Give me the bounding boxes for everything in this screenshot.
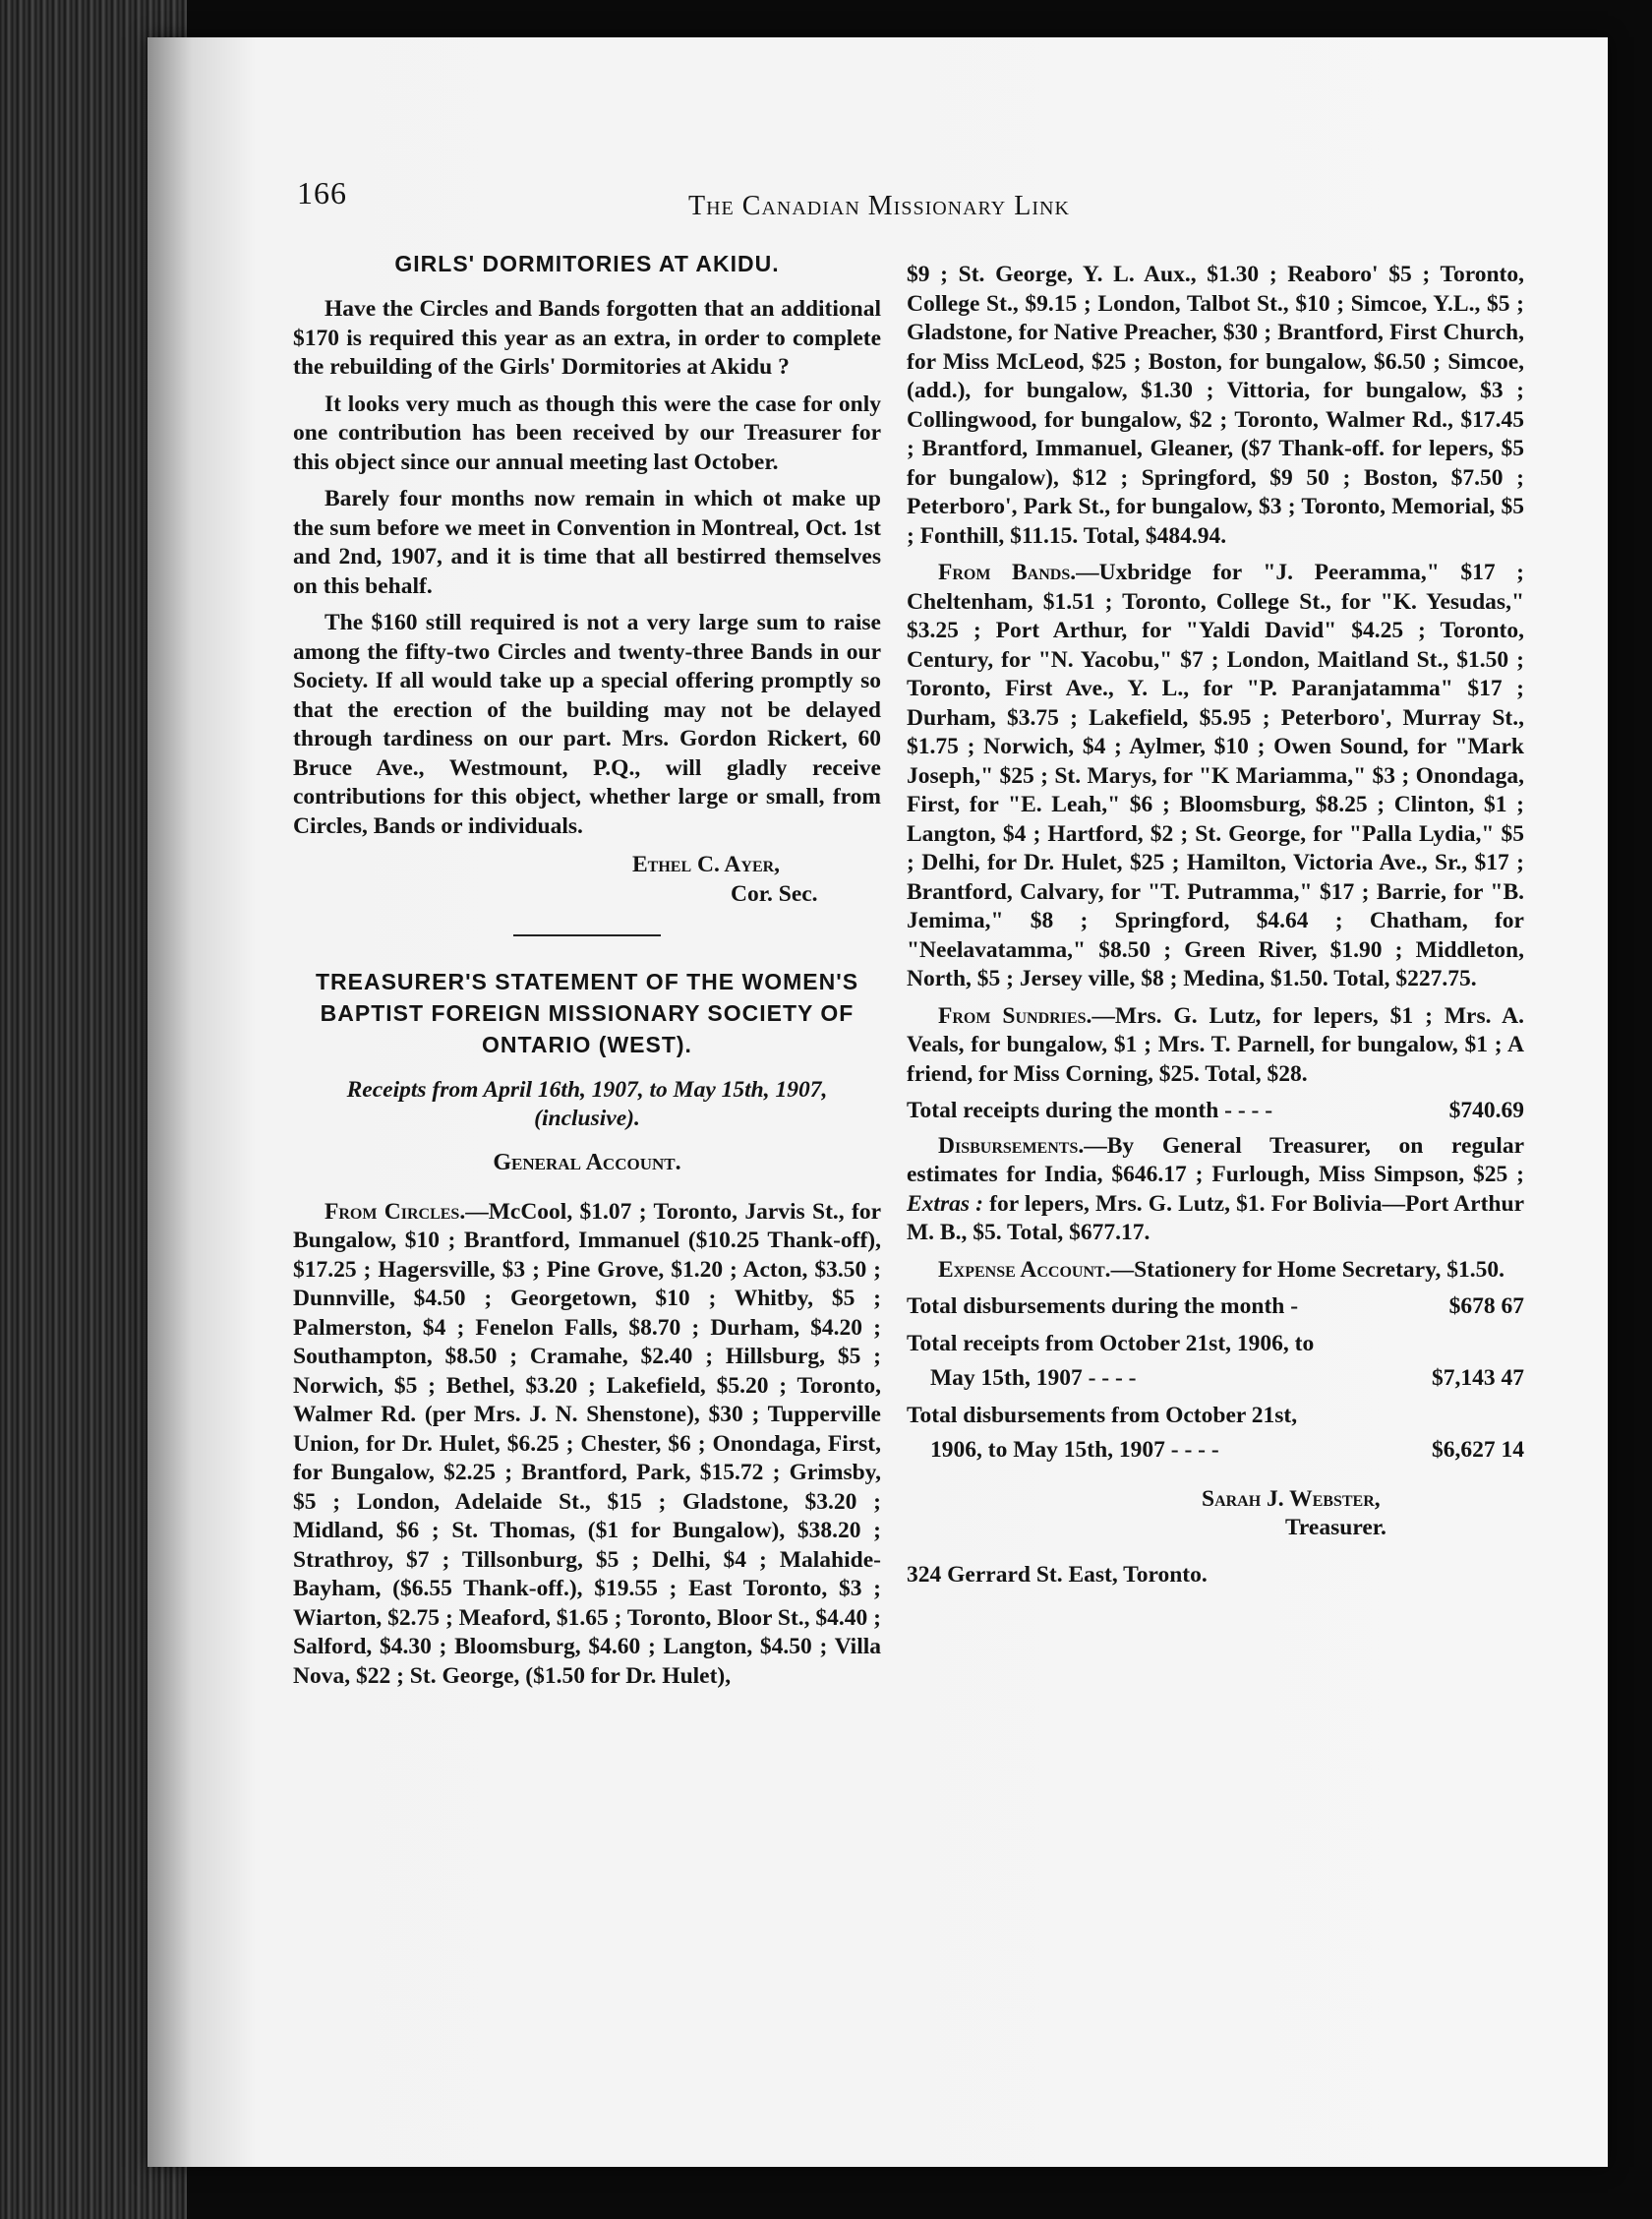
- total-receipts-since-line2: May 15th, 1907 - - - -: [930, 1365, 1137, 1391]
- circles-receipts: [293, 1198, 881, 1692]
- expense-label: Expense Account.: [938, 1256, 1111, 1283]
- signature-title: Cor. Sec.: [731, 880, 818, 907]
- total-receipts-since-value: $7,143 47: [1432, 1365, 1524, 1391]
- expense-account: [907, 1256, 1524, 1286]
- page-number: 166: [297, 175, 347, 210]
- total-disb-month-value: $678 67: [1448, 1293, 1524, 1319]
- circles-text: —McCool, $1.07 ; Toronto, Jarvis St., for Bungalow, $10 ; Brantford, Immanuel ($10.25 Thank-off), $17.25 ; Hagersville, $3 ; Pine Grove, $1.20 ; Acton, $3.50 ; Dunnville, $4.50 ; Georgetown, $10 ; Whitby, $5 ; Palmerston, $4 ; Fenelon Falls, $8.70 ; Durham, $4.20 ; Southampton, $8.50 ; Cramahe, $2.40 ; Hillsburg, $5 ; Norwich, $5 ; Bethel, $3.20 ; Lakefield, $5.20 ; Toronto, Walmer Rd. (per Mrs. J. N. Shenstone), $30 ; Tupperville Union, for Dr. Hulet, $6.25 ; Chester, $6 ; Onondaga, First, for Bungalow, $2.25 ; Brantford, Park, $15.72 ; Grimsby, $5 ; London, Adelaide St., $15 ; Gladstone, $3.20 ; Midland, $6 ; St. Thomas, ($1 for Bungalow), $38.20 ; Strathroy, $7 ; Tillsonburg, $5 ; Delhi, $4 ; Malahide-Bayham, ($6.55 Thank-off.), $19.55 ; East Toronto, $3 ; Wiarton, $2.75 ; Meaford, $1.65 ; Toronto, Bloor St., $4.40 ; Salford, $4.30 ; Bloomsburg, $4.60 ; Langton, $4.50 ; Villa Nova, $22 ; St. George, ($1.50 for Dr. Hulet),: [293, 1198, 881, 1689]
- extras-label: Extras :: [907, 1190, 983, 1217]
- sundries-label: From Sundries.: [938, 1002, 1092, 1029]
- sundries-text: —Mrs. G. Lutz, for lepers, $1 ; Mrs. A. Veals, for bungalow, $1 ; Mrs. T. Parnell, for bungalow, $1 ; A friend, for Miss Corning, $25. Total, $28.: [907, 1002, 1524, 1087]
- left-column: [293, 248, 881, 1699]
- dorm-paragraph: The $160 still required is not a very large sum to raise among the fifty-two Circles and twenty-three Bands in our Society. If all would take up a special offering promptly so that the erection of the building may not be delayed through tardiness on our part. Mrs. Gordon Rickert, 60 Bruce Ave., Westmount, P.Q., will gladly receive contributions for this object, whether large or small, from Circles, Bands or individuals.: [293, 610, 881, 839]
- treasurer-name: Sarah J. Webster,: [1202, 1485, 1381, 1512]
- total-receipts-since-row: [907, 1364, 1524, 1394]
- treasurer-heading: TREASURER'S STATEMENT OF THE WOMEN'S BAPTIST FOREIGN MISSIONARY SOCIETY OF ONTARIO (WEST).: [315, 969, 859, 1057]
- total-receipts-since-line1: Total receipts from October 21st, 1906, to: [907, 1330, 1315, 1356]
- dorm-paragraph: Barely four months now remain in which ot make up the sum before we meet in Convention in Montreal, Oct. 1st and 2nd, 1907, and it is time that all bestirred themselves on this behalf.: [293, 486, 881, 599]
- running-head: [148, 165, 1608, 221]
- account-heading: General Account.: [493, 1150, 681, 1175]
- circles-continued: $9 ; St. George, Y. L. Aux., $1.30 ; Reaboro' $5 ; Toronto, College St., $9.15 ; London, Talbot St., $10 ; Simcoe, Y.L., $5 ; Gladstone, for Native Preacher, $30 ; Brantford, First Church, for Miss McLeod, $25 ; Boston, for bungalow, $6.50 ; Simcoe, (add.), for bungalow, $1.30 ; Vittoria, for bungalow, $3 ; Collingwood, for bungalow, $2 ; Toronto, Walmer Rd., $17.45 ; Brantford, Immanuel, Gleaner, ($7 Thank-off. for lepers, $5 for bungalow), $12 ; Springford, $9 50 ; Boston, $7.50 ; Peterboro', Park St., for bungalow, $3 ; Toronto, Memorial, $5 ; Fonthill, $11.15. Total, $484.94.: [907, 262, 1524, 549]
- total-month-value: $740.69: [1448, 1098, 1524, 1123]
- expense-text: —Stationery for Home Secretary, $1.50.: [1110, 1256, 1505, 1283]
- total-disb-month-row: [907, 1292, 1524, 1322]
- bands-label: From Bands.: [938, 560, 1077, 585]
- signature-name: Ethel C. Ayer,: [632, 852, 781, 877]
- disbursements: [907, 1132, 1524, 1248]
- total-month-label: Total receipts during the month - - - -: [907, 1098, 1273, 1123]
- section-divider: [513, 934, 661, 936]
- total-disb-since-line1: Total disbursements from October 21st,: [907, 1402, 1298, 1428]
- total-disb-since-line2: 1906, to May 15th, 1907 - - - -: [930, 1437, 1219, 1463]
- total-disb-since: [907, 1402, 1524, 1466]
- journal-title: The Canadian Missionary Link: [688, 191, 1070, 221]
- disbursements-label: Disbursements.: [938, 1132, 1085, 1159]
- right-column: [907, 261, 1524, 1589]
- receipts-range: Receipts from April 16th, 1907, to May 15th, 1907, (inclusive).: [346, 1077, 828, 1131]
- disbursements-text: —By General Treasurer, on regular estimates for India, $646.17 ; Furlough, Miss Simpson, $25 ;: [907, 1132, 1524, 1187]
- bands-receipts: [907, 559, 1524, 994]
- bands-text: —Uxbridge for "J. Peeramma," $17 ; Cheltenham, $1.51 ; Toronto, College St., for "K. Yesudas," $3.25 ; Port Arthur, for "Yaldi David" $4.25 ; Toronto, Century, for "N. Yacobu," $7 ; London, Maitland St., $1.50 ; Toronto, First Ave., Y. L., for "P. Paranjatamma" $17 ; Durham, $3.75 ; Lakefield, $5.95 ; Peterboro', Murray St., $1.75 ; Norwich, $4 ; Aylmer, $10 ; Owen Sound, for "Mark Joseph," $25 ; St. Marys, for "K Mariamma," $3 ; Onondaga, First, for "E. Leah," $6 ; Bloomsburg, $8.25 ; Clinton, $1 ; Langton, $4 ; Hartford, $2 ; St. George, for "Palla Lydia," $5 ; Delhi, for Dr. Hulet, $25 ; Hamilton, Victoria Ave., Sr., $17 ; Brantford, Calvary, for "T. Putramma," $17 ; Barrie, for "B. Jemima," $8 ; Springford, $4.64 ; Chatham, for "Neelavatamma," $8.50 ; Green River, $1.90 ; Middleton, North, $5 ; Jersey ville, $8 ; Medina, $1.50. Total, $227.75.: [907, 560, 1524, 991]
- total-disb-since-value: $6,627 14: [1432, 1437, 1524, 1463]
- treasurer-title: Treasurer.: [1285, 1515, 1386, 1540]
- total-disb-since-row: [907, 1436, 1524, 1466]
- total-month-row: [907, 1097, 1524, 1126]
- total-disb-month-label: Total disbursements during the month -: [907, 1293, 1299, 1319]
- circles-label: From Circles.: [324, 1198, 466, 1225]
- disbursements-text-2: for lepers, Mrs. G. Lutz, $1. For Bolivia—Port Arthur M. B., $5. Total, $677.17.: [907, 1190, 1525, 1245]
- dorm-heading: GIRLS' DORMITORIES AT AKIDU.: [394, 251, 780, 276]
- treasurer-address: 324 Gerrard St. East, Toronto.: [907, 1561, 1208, 1588]
- sundries-receipts: [907, 1002, 1524, 1090]
- total-receipts-since: [907, 1330, 1524, 1394]
- dorm-paragraph: It looks very much as though this were the case for only one contribution has been received by our Treasurer for this object since our annual meeting last October.: [293, 390, 881, 475]
- dorm-paragraph: Have the Circles and Bands forgotten that an additional $170 is required this year as an extra, in order to complete the rebuilding of the Girls' Dormitories at Akidu ?: [293, 296, 881, 380]
